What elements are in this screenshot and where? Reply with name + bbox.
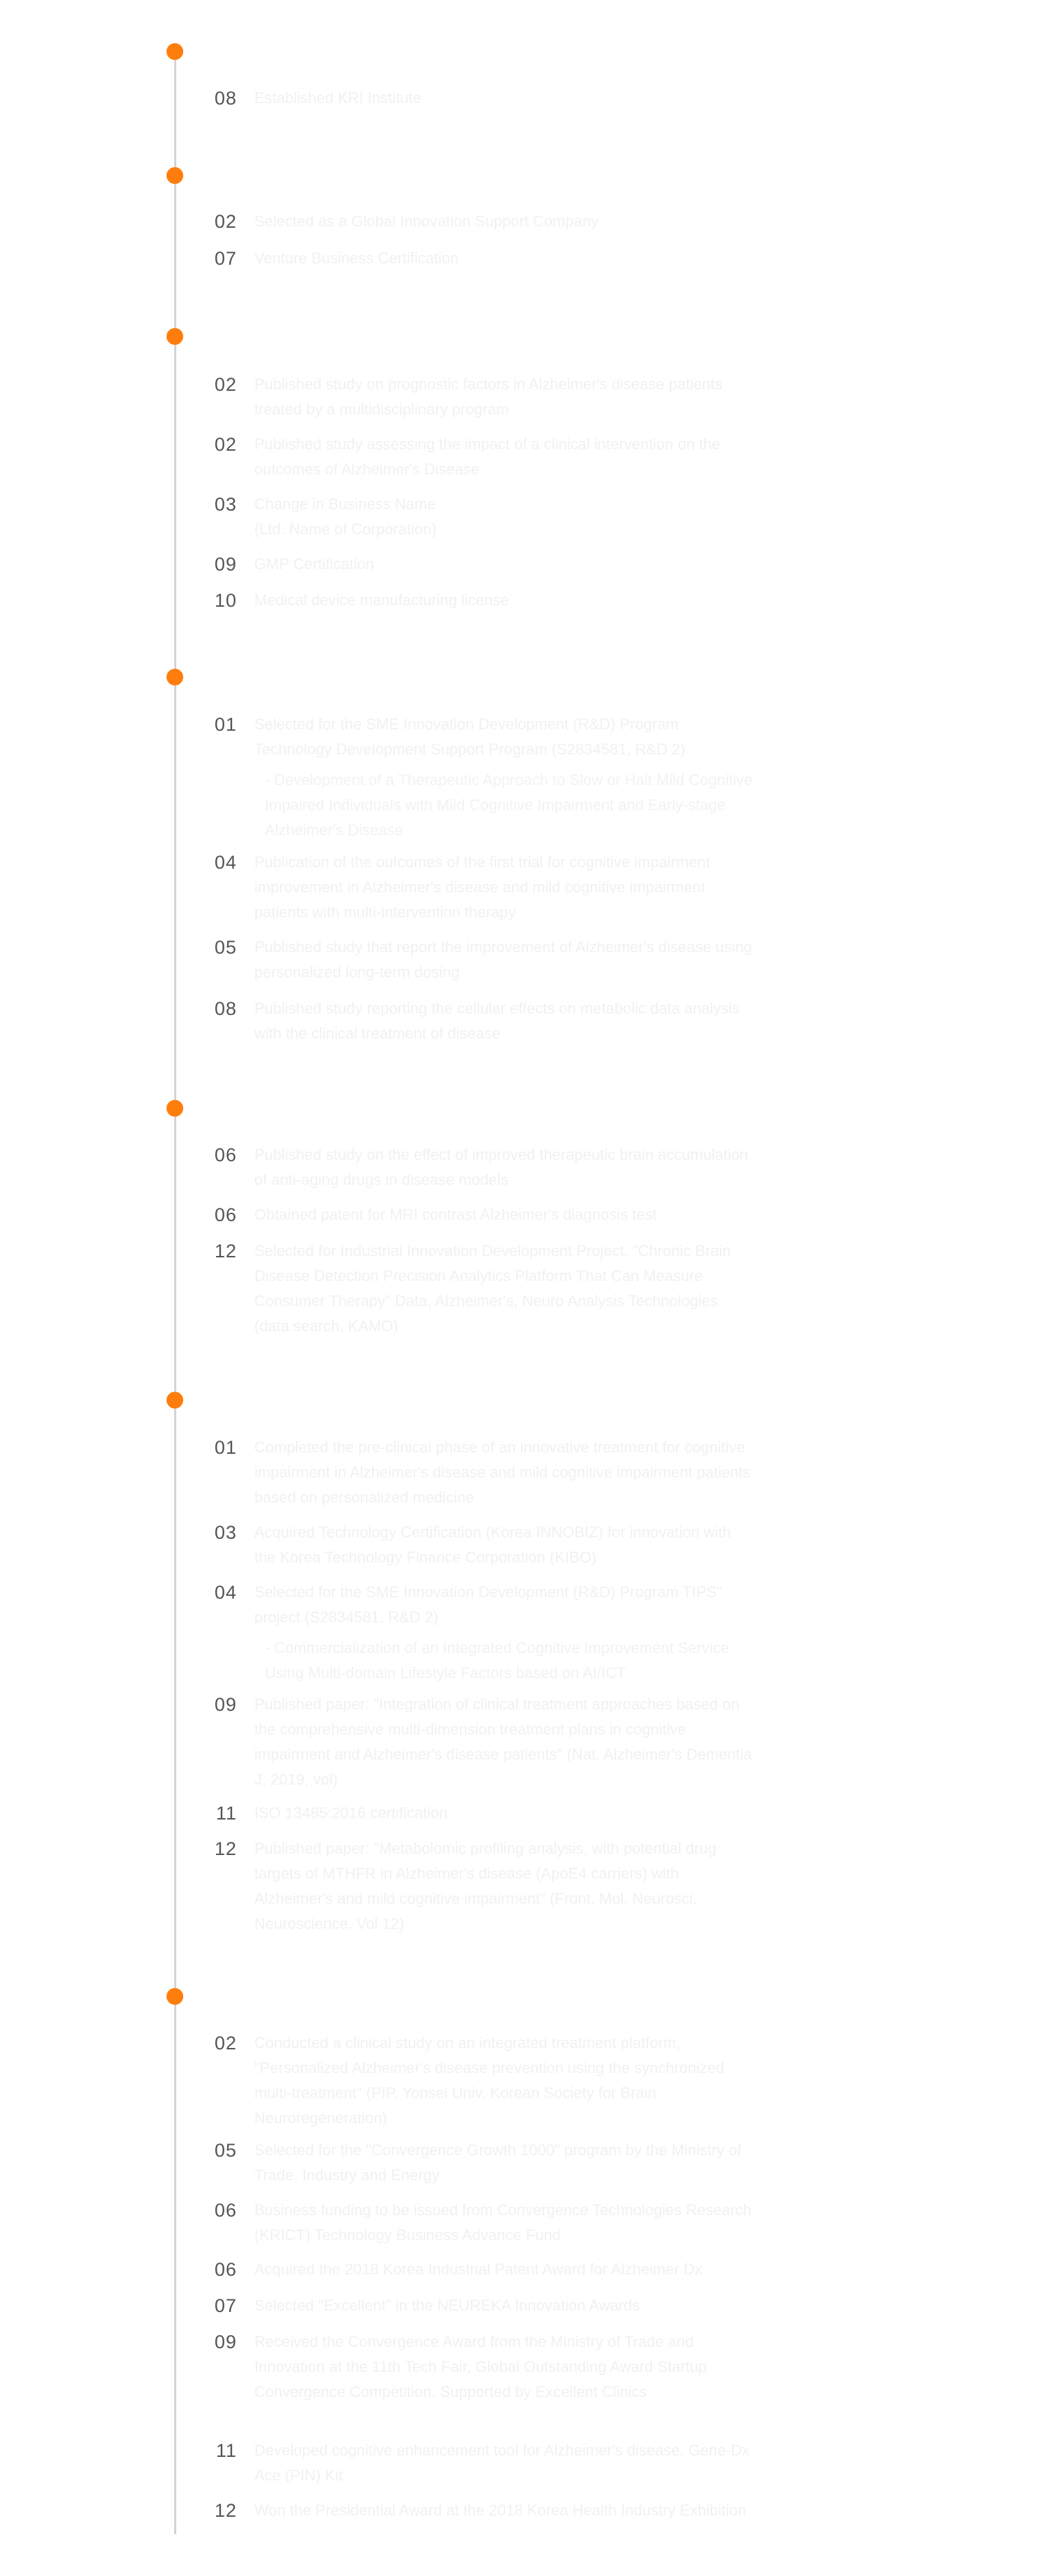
entry-month: 06 <box>214 1145 237 1165</box>
entry-text: Medical device manufacturing license <box>254 591 509 609</box>
entry-text: Published study that report the improvement of Alzheimer's disease using personalized long-term dosing <box>254 938 752 981</box>
timeline-dot <box>167 1392 183 1409</box>
entry-month: 07 <box>214 248 237 269</box>
entry-text: Published paper: "Integration of clinical treatment approaches based on the comprehensive multi-dimension treatment plans in cognitive impairment and Alzheimer's disease patients" (Nat. Alzheimer's Dementia J, 2019, vol) <box>254 1696 752 1788</box>
entry-month: 11 <box>215 2440 237 2461</box>
year-label <box>822 1389 961 1409</box>
entry-month: 10 <box>214 590 237 611</box>
timeline-dot <box>167 1100 183 1117</box>
entry-text: Business funding to be issued from Convergence Technologies Research (KRICT) Technology Business Advance Fund <box>254 2201 752 2244</box>
timeline-dot <box>167 43 183 60</box>
entry-month: 08 <box>214 998 237 1019</box>
entry-month: 03 <box>214 494 237 515</box>
entry-month: 09 <box>214 2331 237 2352</box>
year-label <box>822 1097 961 1117</box>
entry-month: 03 <box>214 1522 237 1543</box>
entry-month: 06 <box>214 1204 237 1225</box>
entry-month: 06 <box>214 2259 237 2280</box>
entry-text: Published paper: "Metabolomic profiling analysis, with potential drug targets of MTHFR in Alzheimer's disease (ApoE4 carriers) with Alzheimer's and mild cognitive impairment" (Front. Mol. Neurosci. Neuroscience, Vol 12) <box>254 1840 717 1932</box>
entry-text: Selected for the SME Innovation Development (R&D) Program Technology Development Support Program (S2834581, R&D 2) <box>254 715 686 758</box>
entry-month: 07 <box>214 2295 237 2316</box>
entry-text: Change in Business Name (Ltd. Name of Corporation) <box>254 495 437 538</box>
entry-text: Obtained patent for MRI contrast Alzheimer's diagnosis test <box>254 1206 657 1223</box>
entry-month: 02 <box>214 2033 237 2054</box>
entry-month: 12 <box>214 2500 237 2521</box>
entry-text: Selected "Excellent" in the NEUREKA Innovation Awards <box>254 2297 640 2314</box>
entry-text: Developed cognitive enhancement tool for Alzheimer's disease, Gene-Dx Ace (PIN) Kit <box>254 2442 750 2484</box>
entry-month: 11 <box>215 1803 237 1824</box>
entry-text: Established KRI Institute <box>254 89 421 107</box>
entry-text: Selected for the SME Innovation Development (R&D) Program TIPS" project (S2834581, R&D 2) <box>254 1583 722 1626</box>
entry-text: Selected for the "Convergence Growth 1000" program by the Ministry of Trade, Industry and Energy <box>254 2141 742 2184</box>
entry-text: Published study reporting the cellular effects on metabolic data analysis with the clinical treatment of disease <box>254 1000 740 1042</box>
timeline-dot <box>167 1988 183 2005</box>
entry-month: 02 <box>214 434 237 455</box>
entry-text: Selected for Industrial Innovation Development Project, "Chronic Brain Disease Detection Precision Analytics Platform That Can Measure Consumer Therapy" Data, Alzheimer's, Neuro Analysis Technologies (data search, KAMO) <box>254 1242 732 1335</box>
entry-text: Conducted a clinical study on an integrated treatment platform, "Personalized Alzheimer's disease prevention using the synchronized multi-treatment" (PIP, Yonsei Univ. Korean Society for Brain Neuroregeneration) <box>254 2034 725 2127</box>
entry-text: Published study on prognostic factors in Alzheimer's disease patients treated by a multidisciplinary program <box>254 375 722 418</box>
entry-text: Completed the pre-clinical phase of an innovative treatment for cognitive impairment in Alzheimer's disease and mild cognitive impairment patients based on personalized medicine <box>254 1438 751 1506</box>
entry-month: 09 <box>214 554 237 575</box>
year-label <box>822 164 961 184</box>
entry-text: Acquired the 2018 Korea Industrial Patent Award for Alzheimer Dx <box>254 2260 702 2278</box>
entry-month: 01 <box>214 714 237 735</box>
entry-text: Acquired Technology Certification (Korea INNOBIZ) for innovation with the Korea Technology Finance Corporation (KIBO) <box>254 1523 732 1566</box>
entry-text: ISO 13485:2016 certification <box>254 1804 448 1822</box>
entry-month: 09 <box>214 1694 237 1715</box>
year-label <box>822 666 961 685</box>
entry-month: 02 <box>214 374 237 395</box>
entry-text: Published study on the effect of improved therapeutic brain accumulation of anti-aging drugs in disease models <box>254 1146 748 1188</box>
entry-month: 05 <box>214 937 237 958</box>
entry-text: Received the Convergence Award from the Ministry of Trade and Innovation at the 11th Tech Fair, Global Outstanding Award Startup Convergence Competition, Supported by Excellent Clinics <box>254 2333 707 2400</box>
entry-subtext: - Commercialization of an Integrated Cognitive Improvement Service Using Multi-domain Lifestyle Factors based on AI/ICT <box>265 1639 729 1682</box>
year-label <box>822 40 961 60</box>
year-label <box>822 1985 961 2005</box>
timeline-line <box>174 51 176 2534</box>
entry-text: Won the Presidential Award at the 2018 Korea Health Industry Exhibition <box>254 2501 747 2519</box>
entry-month: 08 <box>214 88 237 109</box>
entry-month: 05 <box>214 2140 237 2161</box>
entry-text: Selected as a Global Innovation Support Company <box>254 212 599 230</box>
entry-subtext: - Development of a Therapeutic Approach to Slow or Halt Mild Cognitive Impaired Individuals with Mild Cognitive Impairment and Early-stage Alzheimer's Disease <box>265 771 753 839</box>
entry-month: 12 <box>214 1241 237 1262</box>
year-label <box>822 325 961 345</box>
entry-text: Venture Business Certification <box>254 249 459 267</box>
entry-text: Published study assessing the impact of a clinical intervention on the outcomes of Alzheimer's Disease <box>254 435 720 478</box>
entry-text: GMP Certification <box>254 555 374 573</box>
timeline-dot <box>167 167 183 184</box>
timeline-dot <box>167 669 183 685</box>
entry-month: 04 <box>214 852 237 873</box>
timeline-dot <box>167 328 183 345</box>
entry-text: Publication of the outcomes of the first trial for cognitive impairment improvement in Alzheimer's disease and mild cognitive impairment patients with multi-intervention therapy <box>254 853 711 921</box>
entry-month: 02 <box>214 211 237 232</box>
entry-month: 12 <box>214 1838 237 1859</box>
entry-month: 01 <box>214 1437 237 1458</box>
entry-month: 04 <box>214 1582 237 1603</box>
entry-month: 06 <box>214 2200 237 2221</box>
